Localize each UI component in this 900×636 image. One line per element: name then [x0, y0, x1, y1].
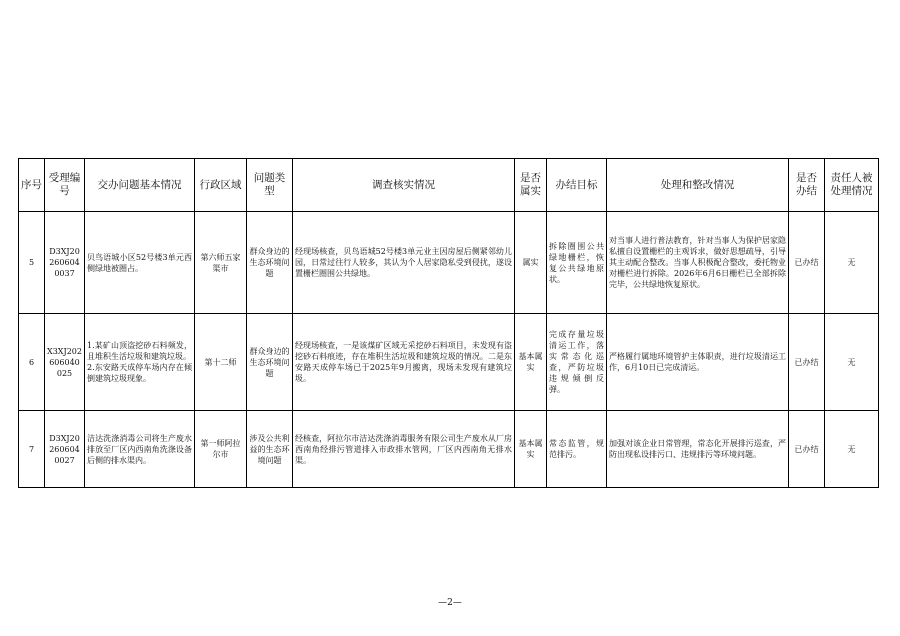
- cell-case-no: D3XJ202606040037: [45, 212, 85, 314]
- cell-type: 群众身边的生态环境问题: [247, 212, 293, 314]
- header-closed: 是否办结: [789, 159, 825, 212]
- cell-accountability: 无: [825, 411, 879, 488]
- header-type: 问题类型: [247, 159, 293, 212]
- cell-verified: 基本属实: [515, 314, 547, 411]
- cell-goal: 拆除圈围公共绿地栅栏，恢复公共绿地原状。: [547, 212, 607, 314]
- cell-region: 第六师五家渠市: [195, 212, 247, 314]
- report-sheet: [18, 158, 878, 488]
- cell-verified: 基本属实: [515, 411, 547, 488]
- cell-closed: 已办结: [789, 212, 825, 314]
- complaint-table: [18, 158, 879, 488]
- header-handling: 处理和整改情况: [607, 159, 789, 212]
- cell-seq: 5: [19, 212, 45, 314]
- header-goal: 办结目标: [547, 159, 607, 212]
- cell-handling: 加强对该企业日常管理，常态化开展排污巡查，严防出现私设排污口、违规排污等环境问题。: [607, 411, 789, 488]
- cell-investigation: 经现场核查，贝鸟语城52号楼3单元业主因房屋后侧紧邻幼儿园，日常过往行人较多，其认为个人居家隐私受到侵扰，遂设置栅栏圈围公共绿地。: [293, 212, 515, 314]
- cell-handling: 对当事人进行普法教育，针对当事人为保护居家隐私擅自设置栅栏的主观诉求，做好思想疏导，引导其主动配合整改。当事人积极配合整改，委托物业对栅栏进行拆除。2026年6月6日栅栏已全部拆除完毕，公共绿地恢复原状。: [607, 212, 789, 314]
- cell-issue: 贝鸟语城小区52号楼3单元西侧绿地被圈占。: [85, 212, 195, 314]
- cell-region: 第十二师: [195, 314, 247, 411]
- table-header-row: [19, 159, 879, 212]
- cell-seq: 6: [19, 314, 45, 411]
- cell-goal: 完成存量垃圾清运工作，落实常态化巡查，严防垃圾违规倾倒反弹。: [547, 314, 607, 411]
- cell-closed: 已办结: [789, 411, 825, 488]
- cell-closed: 已办结: [789, 314, 825, 411]
- cell-type: 群众身边的生态环境问题: [247, 314, 293, 411]
- header-verified: 是否属实: [515, 159, 547, 212]
- header-seq: 序号: [19, 159, 45, 212]
- cell-issue: 洁达洗涤消毒公司将生产废水排放至厂区内西南角洗涤设备后侧的排水渠内。: [85, 411, 195, 488]
- cell-issue: [85, 314, 195, 411]
- table-row: [19, 314, 879, 411]
- cell-region: 第一师阿拉尔市: [195, 411, 247, 488]
- header-investigation: 调查核实情况: [293, 159, 515, 212]
- cell-goal: 常态监管，规范排污。: [547, 411, 607, 488]
- table-row: [19, 411, 879, 488]
- cell-accountability: 无: [825, 314, 879, 411]
- cell-handling: 严格履行属地环境管护主体职责，进行垃圾清运工作，6月10日已完成清运。: [607, 314, 789, 411]
- cell-investigation: 经核查，阿拉尔市洁达洗涤消毒服务有限公司生产废水从厂房西南角经排污管道排入市政排水管网，厂区内西南角无排水渠。: [293, 411, 515, 488]
- cell-case-no: X3XJ202606040025: [45, 314, 85, 411]
- issue-line: 2.东安路天成停车场内存在倾倒建筑垃圾现象。: [87, 363, 192, 383]
- table-row: [19, 212, 879, 314]
- cell-accountability: 无: [825, 212, 879, 314]
- cell-verified: 属实: [515, 212, 547, 314]
- cell-investigation: 经现场核查，一是该煤矿区域无采挖砂石料项目，未发现有盗挖砂石料痕迹，存在堆积生活垃圾和建筑垃圾的情况。二是东安路天成停车场已于2025年9月搬离，现场未发现有建筑垃圾。: [293, 314, 515, 411]
- header-accountability: 责任人被处理情况: [825, 159, 879, 212]
- header-region: 行政区域: [195, 159, 247, 212]
- cell-seq: 7: [19, 411, 45, 488]
- issue-line: 1.某矿山顶盗挖砂石料频发，且堆积生活垃圾和建筑垃圾。: [87, 341, 192, 361]
- cell-case-no: D3XJ202606040027: [45, 411, 85, 488]
- cell-type: 涉及公共利益的生态环境问题: [247, 411, 293, 488]
- page-number: —2—: [438, 598, 462, 608]
- header-issue: 交办问题基本情况: [85, 159, 195, 212]
- header-case-no: 受理编号: [45, 159, 85, 212]
